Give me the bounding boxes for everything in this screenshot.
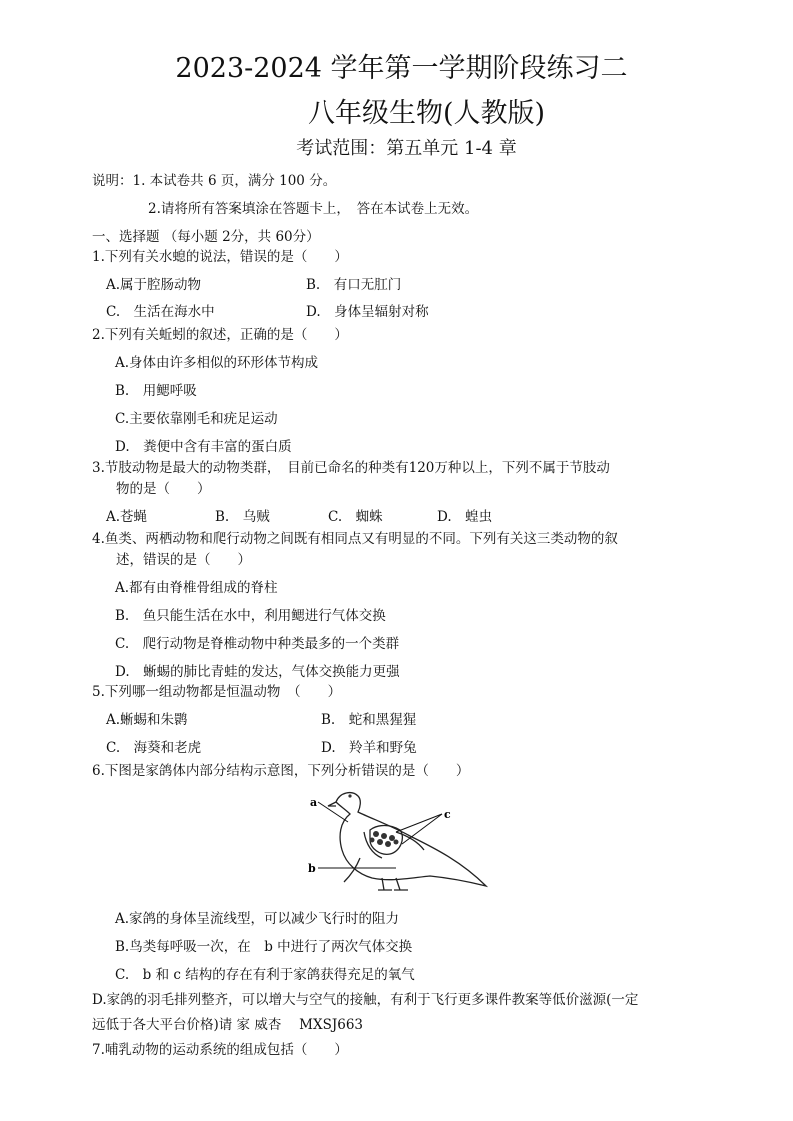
q2-option-b: B. 用鳃呼吸 [115, 383, 197, 399]
q3-stem-line-1: 3.节肢动物是最大的动物类群， 目前已命名的种类有120万种以上，下列不属于节肢动 [92, 460, 610, 476]
q3-option-a: A.苍蝇 [106, 509, 148, 525]
q5-option-b: B. 蛇和黑猩猩 [321, 712, 417, 728]
q6-option-a: A.家鸽的身体呈流线型，可以减少飞行时的阻力 [115, 911, 400, 927]
q3-option-c: C. 蜘蛛 [328, 509, 383, 525]
exam-scope: 考试范围：第五单元 1-4 章 [296, 138, 517, 159]
q6-option-c: C. b 和 c 结构的存在有利于家鸽获得充足的氧气 [115, 967, 415, 983]
q6-option-d-line-1: D.家鸽的羽毛排列整齐，可以增大与空气的接触，有利于飞行更多课件教案等低价滋源(一定 [92, 992, 639, 1008]
q1-option-a: A.属于腔肠动物 [106, 277, 202, 293]
instruction-line-2: 2.请将所有答案填涂在答题卡上， 答在本试卷上无效。 [148, 201, 479, 217]
q4-option-a: A.都有由脊椎骨组成的脊柱 [115, 580, 278, 596]
q4-option-d: D. 蜥蜴的肺比青蛙的发达，气体交换能力更强 [115, 664, 400, 680]
q5-stem: 5.下列哪一组动物都是恒温动物 （ ） [92, 684, 342, 700]
q3-option-d: D. 蝗虫 [437, 509, 493, 525]
q2-stem: 2.下列有关蚯蚓的叙述，正确的是（ ） [92, 327, 348, 343]
label-b: b [308, 862, 316, 875]
q6-stem: 6.下图是家鸽体内部分结构示意图，下列分析错误的是（ ） [92, 763, 470, 779]
label-a: a [310, 796, 318, 809]
exam-subtitle: 八年级生物(人教版) [307, 98, 546, 129]
q2-option-a: A.身体由许多相似的环形体节构成 [115, 355, 319, 371]
q4-option-c: C. 爬行动物是脊椎动物中种类最多的一个类群 [115, 636, 400, 652]
q1-option-b: B. 有口无肛门 [306, 277, 402, 293]
q4-option-b: B. 鱼只能生活在水中，利用鳃进行气体交换 [115, 608, 386, 624]
pigeon-diagram [300, 778, 500, 898]
q4-stem-line-1: 4.鱼类、两栖动物和爬行动物之间既有相同点又有明显的不同。下列有关这三类动物的叙 [92, 531, 618, 547]
q4-stem-line-2: 述，错误的是（ ） [116, 552, 251, 568]
q3-option-b: B. 乌贼 [215, 509, 270, 525]
label-c: c [444, 808, 451, 821]
q3-stem-line-2: 物的是（ ） [116, 481, 211, 497]
q1-option-c: C. 生活在海水中 [106, 304, 215, 320]
q7-stem: 7.哺乳动物的运动系统的组成包括（ ） [92, 1042, 348, 1058]
instruction-line-1: 说明：1. 本试卷共 6 页，满分 100 分。 [92, 173, 337, 189]
exam-title: 2023-2024 学年第一学期阶段练习二 [175, 53, 628, 84]
section-heading: 一、选择题 （每小题 2分，共 60分） [92, 229, 320, 245]
q6-option-b: B.鸟类每呼吸一次，在 b 中进行了两次气体交换 [115, 939, 413, 955]
q5-option-d: D. 羚羊和野兔 [321, 740, 417, 756]
q6-option-d-line-2: 远低于各大平台价格)请 家 威杏 MXSJ663 [92, 1017, 364, 1033]
q1-stem: 1.下列有关水螅的说法，错误的是（ ） [92, 249, 348, 265]
q2-option-d: D. 粪便中含有丰富的蛋白质 [115, 439, 292, 455]
q2-option-c: C.主要依靠刚毛和疣足运动 [115, 411, 278, 427]
q5-option-a: A.蜥蜴和朱鹮 [106, 712, 188, 728]
q5-option-c: C. 海葵和老虎 [106, 740, 202, 756]
q1-option-d: D. 身体呈辐射对称 [306, 304, 429, 320]
